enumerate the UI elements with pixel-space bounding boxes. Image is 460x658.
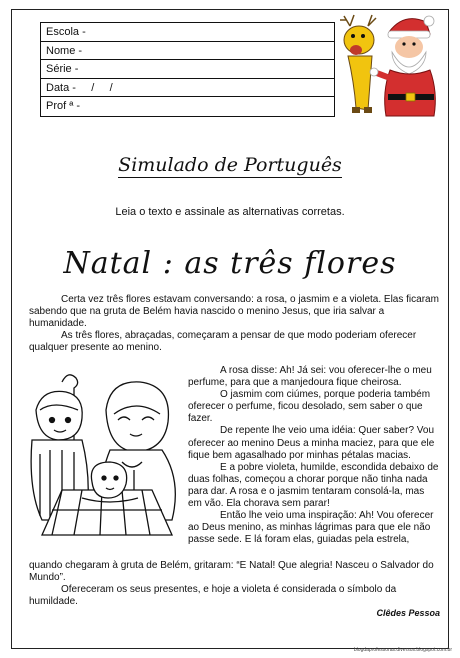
date-field[interactable]: Data - / /: [41, 79, 334, 98]
teacher-field[interactable]: Prof ª -: [46, 100, 81, 112]
story-right-column: [188, 365, 440, 546]
page-title-text: Simulado de Português: [118, 154, 342, 176]
story-title: Natal : as três flores: [63, 246, 397, 281]
paragraph-7a: Então lhe veio uma inspiração: Ah! Vou oferecer ao Deus menino, as minhas lágrimas para que ele não passe sede. E lá foram elas, guiadas pela estrela,: [188, 510, 434, 546]
paragraph-1: Certa vez três flores estavam conversando: a rosa, o jasmim e a violeta. Elas ficaram sabendo que na gruta de Belém havia nascido o menino Jesus, que iria salvar a humanidade.: [29, 294, 439, 329]
paragraph-6: E a pobre violeta, humilde, escondida debaixo de duas folhas, começou a chorar porque não tinha nada para dar. A rosa e o jasmim tentaram consolá-la, mas em vão. Ela chorava sem parar!: [188, 461, 439, 510]
story-opening: [29, 294, 440, 354]
instruction-text: Leia o texto e assinale as alternativas corretas.: [115, 206, 345, 218]
student-info-table: [40, 22, 335, 117]
paragraph-4: O jasmim com ciúmes, porque poderia também oferecer o perfume, ficou desolado, sem saber o que fazer.: [188, 389, 431, 425]
name-field[interactable]: Nome -: [41, 42, 334, 61]
paragraph-2: As três flores, abraçadas, começaram a pensar de que modo poderiam oferecer qualquer presente ao menino.: [29, 330, 417, 353]
footer-url: blogdaprofessoras.diversos.blogspot.com.br: [353, 647, 452, 653]
paragraph-8: Ofereceram os seus presentes, e hoje a violeta é considerada o símbolo da humildade.: [29, 584, 397, 607]
paragraph-5: De repente lhe veio uma idéia: Quer saber? Vou oferecer ao menino Deus a minha maciez, para que ele fique bem agasalhado por minhas pétalas macias.: [188, 425, 435, 461]
paragraph-7b: quando chegaram à gruta de Belém, gritaram: “E Natal! Que alegria! Nasceu o Salvador do Mundo”.: [29, 560, 434, 583]
nativity-illustration: [22, 370, 192, 548]
grade-field[interactable]: Série -: [41, 60, 334, 79]
story-closing: [29, 560, 440, 608]
school-field[interactable]: Escola -: [41, 23, 334, 42]
author-name: Clêdes Pessoa: [376, 608, 440, 618]
page-title: [0, 154, 460, 176]
santa-reindeer-illustration: [334, 12, 444, 124]
paragraph-3: A rosa disse: Ah! Já sei: vou oferecer-lhe o meu perfume, para que a manjedoura fique cheirosa.: [188, 365, 432, 389]
